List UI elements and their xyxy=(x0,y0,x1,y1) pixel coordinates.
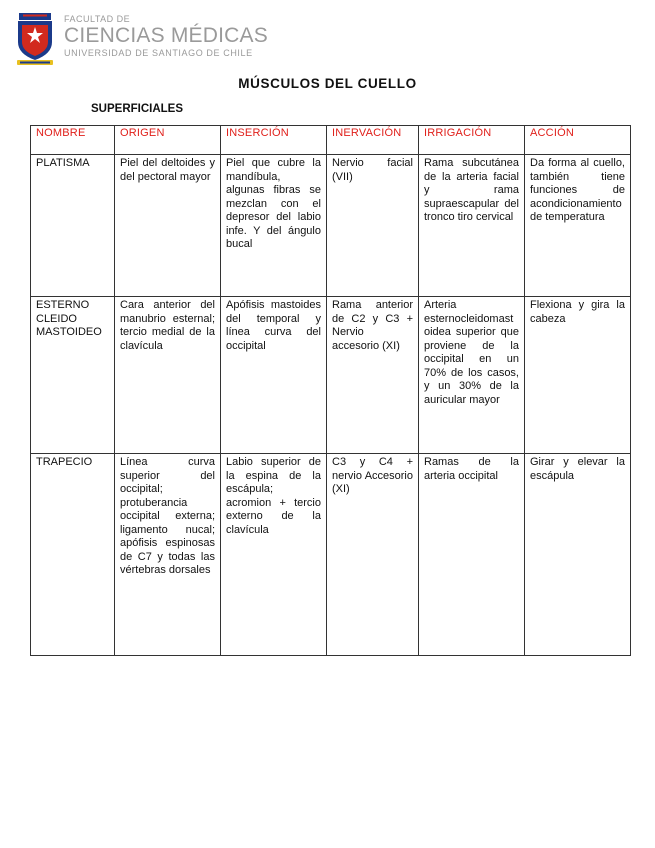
faculty-label: FACULTAD DE xyxy=(64,14,131,24)
cell-insercion: Apófisis mastoides del temporal y línea curva del occipital xyxy=(221,297,327,454)
faculty-name: CIENCIAS MÉDICAS xyxy=(64,24,268,47)
cell-irrigacion: Arteria esternocleidomastoidea superior que proviene de la occipital en un 70% de los casos, y un 30% de la auricular mayor xyxy=(419,297,525,454)
cell-irrigacion: Ramas de la arteria occipital xyxy=(419,454,525,656)
cell-origen: Piel del deltoides y del pectoral mayor xyxy=(115,155,221,297)
table-row xyxy=(31,454,631,656)
cell-origen: Línea curva superior del occipital; protuberancia occipital externa; ligamento nucal; apófisis espinosas de C7 y todas las vértebras dorsales xyxy=(115,454,221,656)
table-row xyxy=(31,155,631,297)
cell-irrigacion: Rama subcutánea de la arteria facial y rama supraescapular del tronco tiro cervical xyxy=(419,155,525,297)
muscles-table xyxy=(30,125,631,656)
cell-nombre: PLATISMA xyxy=(31,155,115,297)
cell-accion: Girar y elevar la escápula xyxy=(525,454,631,656)
faculty-header xyxy=(14,12,268,70)
header-accion: ACCIÓN xyxy=(525,126,631,155)
section-title: SUPERFICIALES xyxy=(91,103,184,115)
cell-accion: Flexiona y gira la cabeza xyxy=(525,297,631,454)
table-row xyxy=(31,297,631,454)
header-nombre: NOMBRE xyxy=(31,126,115,155)
document-title: MÚSCULOS DEL CUELLO xyxy=(238,76,417,91)
cell-origen: Cara anterior del manubrio esternal; tercio medial de la clavícula xyxy=(115,297,221,454)
cell-inervacion: C3 y C4 + nervio Accesorio (XI) xyxy=(327,454,419,656)
cell-inervacion: Nervio facial (VII) xyxy=(327,155,419,297)
cell-nombre: TRAPECIO xyxy=(31,454,115,656)
table-header-row xyxy=(31,126,631,155)
header-irrigacion: IRRIGACIÓN xyxy=(419,126,525,155)
header-inervacion: INERVACIÓN xyxy=(327,126,419,155)
cell-insercion: Labio superior de la espina de la escápula; acromion + tercio externo de la clavícula xyxy=(221,454,327,656)
university-shield-icon xyxy=(14,12,56,66)
header-insercion: INSERCIÓN xyxy=(221,126,327,155)
cell-accion: Da forma al cuello, también tiene funciones de acondicionamiento de temperatura xyxy=(525,155,631,297)
cell-inervacion: Rama anterior de C2 y C3 + Nervio accesorio (XI) xyxy=(327,297,419,454)
cell-insercion: Piel que cubre la mandíbula, algunas fibras se mezclan con el depresor del labio infe. Y del ángulo bucal xyxy=(221,155,327,297)
university-name: UNIVERSIDAD DE SANTIAGO DE CHILE xyxy=(64,48,253,58)
cell-nombre: ESTERNO CLEIDO MASTOIDEO xyxy=(31,297,115,454)
faculty-wordmark xyxy=(64,12,268,58)
header-origen: ORIGEN xyxy=(115,126,221,155)
